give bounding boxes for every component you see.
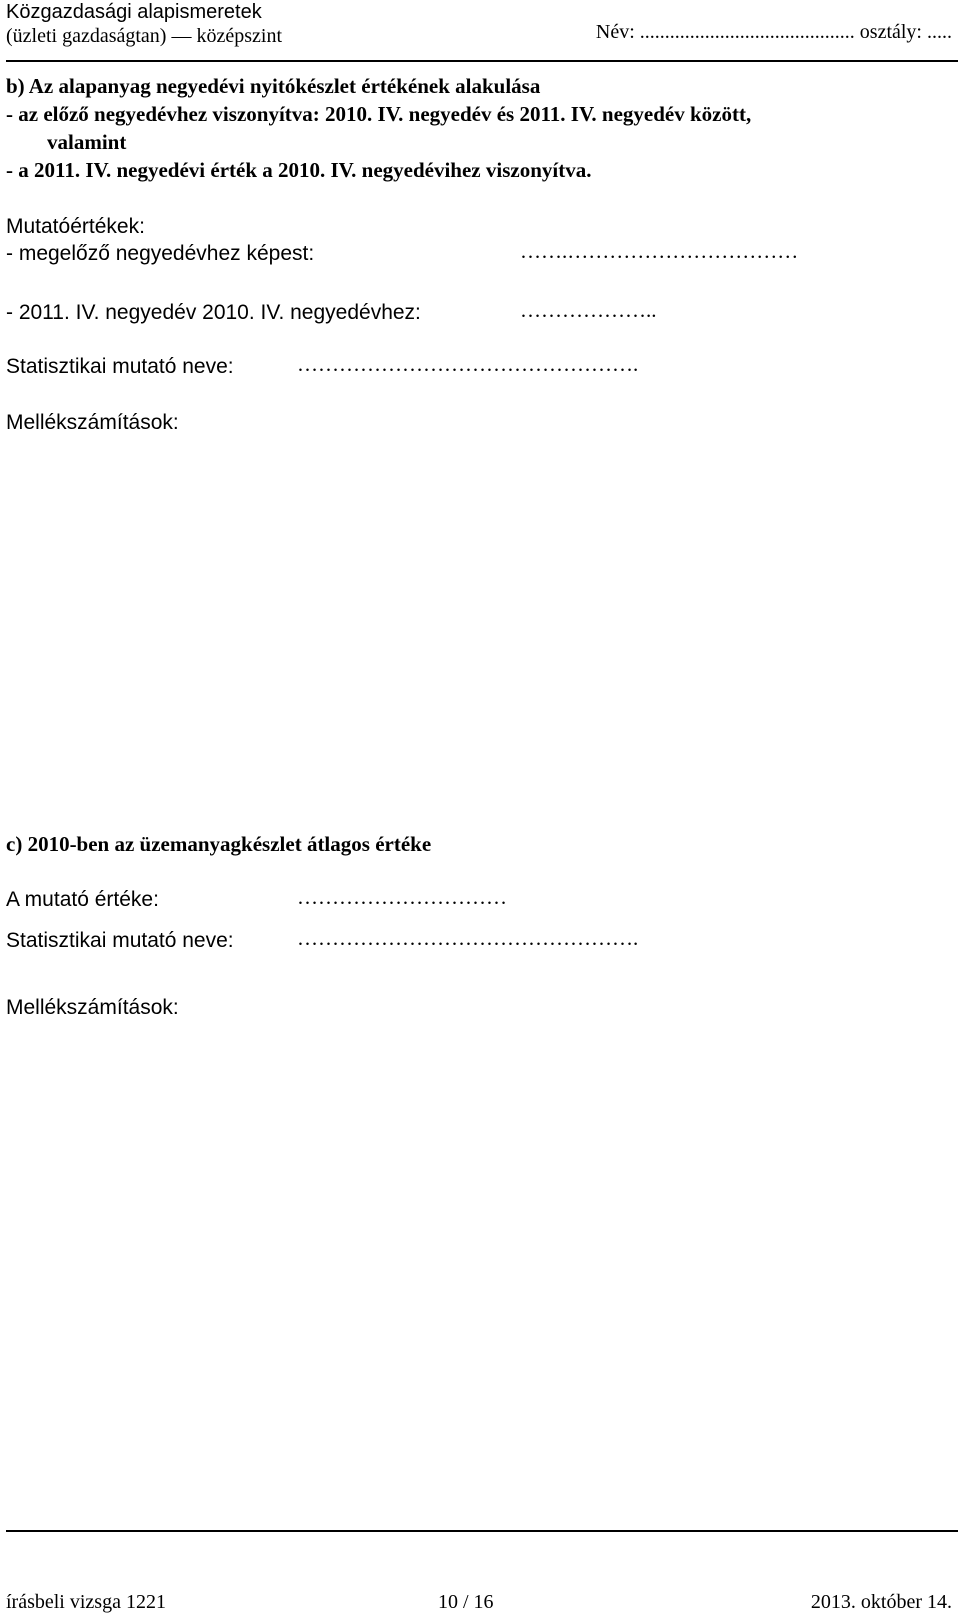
mean-value-label: A mutató értéke: (6, 888, 159, 911)
exam-code: írásbeli vizsga 1221 (6, 1591, 166, 1613)
name-class-field: Név: ........................................... osztály: ..... (595, 21, 952, 43)
section-b-line1: - az előző negyedévhez viszonyítva: 2010. IV. negyedév és 2011. IV. negyedév között, (6, 102, 752, 126)
mean-value-answer-blank: ………………………… (297, 885, 507, 909)
yoy-answer-blank: ……………….. (520, 298, 657, 322)
values-label: Mutatóértékek: (6, 215, 145, 238)
prev-quarter-label: - megelőző negyedévhez képest: (6, 242, 315, 265)
page-number: 10 / 16 (438, 1591, 494, 1613)
prev-quarter-answer-blank: …….…………………………… (520, 239, 799, 263)
stat-name-label: Statisztikai mutató neve: (6, 355, 234, 378)
section-c-title: c) 2010-ben az üzemanyagkészlet átlagos értéke (6, 832, 432, 856)
section-b-title: b) Az alapanyag negyedévi nyitókészlet értékének alakulása (6, 74, 541, 98)
subject-subtitle: (üzleti gazdaságtan) — középszint (6, 25, 282, 47)
side-calc-label: Mellékszámítások: (6, 411, 179, 434)
section-b-line2: - a 2011. IV. negyedévi érték a 2010. IV. negyedévihez viszonyítva. (6, 158, 592, 182)
section-b-line1-cont: valamint (47, 130, 127, 154)
side-calc-label-c: Mellékszámítások: (6, 996, 179, 1019)
stat-name-answer-blank-c: …………………………………………. (297, 926, 639, 950)
header-rule (6, 60, 958, 62)
subject-title: Közgazdasági alapismeretek (6, 1, 262, 23)
yoy-label: - 2011. IV. negyedév 2010. IV. negyedévhez: (6, 301, 421, 324)
stat-name-label-c: Statisztikai mutató neve: (6, 929, 234, 952)
stat-name-answer-blank: …………………………………………. (297, 352, 639, 376)
exam-date: 2013. október 14. (810, 1591, 952, 1613)
footer-rule (6, 1530, 958, 1532)
